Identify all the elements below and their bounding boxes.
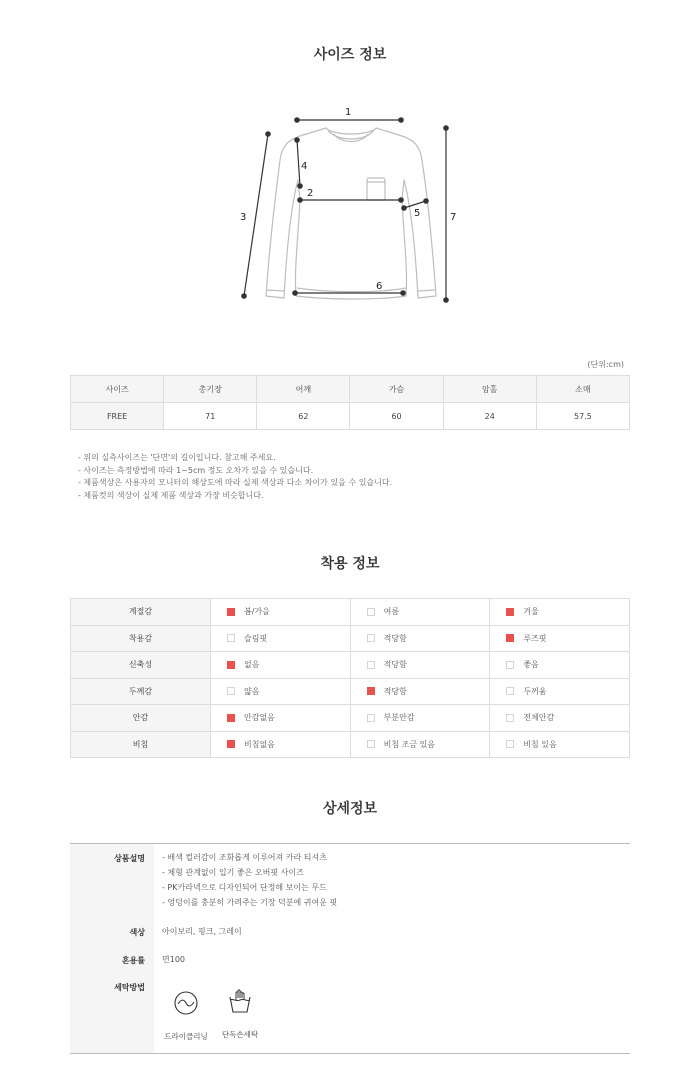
checkbox-icon: [506, 740, 514, 748]
diagram-number-6: 6: [376, 281, 383, 292]
fit-info-title: 착용 정보: [320, 556, 380, 572]
note-item: - 사이즈는 측정방법에 따라 1~5cm 정도 오차가 있을 수 있습니다.: [78, 465, 314, 475]
checkbox-icon: [227, 687, 235, 695]
fit-option: [490, 652, 630, 679]
note-item: - 제품컷의 색상이 실제 제품 색상과 가장 비슷합니다.: [78, 490, 264, 500]
fit-row-label: 신축성: [71, 652, 211, 679]
fit-option-label: 여름: [383, 607, 400, 617]
fit-option-label: 적당함: [383, 633, 407, 643]
wash-method-label: 드라이클리닝: [164, 1032, 208, 1041]
fit-option: [211, 731, 351, 758]
wash-method-hand: [210, 988, 270, 1041]
description-list: [162, 850, 337, 910]
checkbox-icon: [227, 634, 235, 642]
material-label: 혼용률: [121, 956, 145, 965]
size-cell: 71: [164, 403, 257, 430]
checkbox-icon: [506, 608, 514, 616]
fit-row-label: 착용감: [71, 625, 211, 652]
color-label: 색상: [129, 928, 145, 937]
fit-option: [211, 625, 351, 652]
fit-option-label: 적당함: [383, 686, 407, 696]
description-item: - PK카라넥으로 디자인되어 단정해 보이는 무드: [162, 883, 327, 892]
fit-option-label: 루즈핏: [523, 633, 547, 643]
tshirt-measurement-diagram-icon: [230, 100, 470, 310]
checkbox-icon: [227, 714, 235, 722]
fit-option: [211, 678, 351, 705]
material-value: 면100: [162, 955, 185, 964]
detail-label-column: [70, 844, 154, 1053]
table-row: [71, 403, 630, 430]
description-item: - 배색 컬러감이 조화롭게 이루어져 카라 티셔츠: [162, 853, 327, 862]
fit-option: [350, 705, 490, 732]
fit-option-label: 겨울: [523, 607, 539, 617]
checkbox-icon: [367, 608, 375, 616]
size-header-cell: 총기장: [164, 376, 257, 403]
diagram-number-5: 5: [414, 208, 421, 219]
fit-option-label: 비침 조금 있음: [383, 739, 436, 749]
checkbox-icon: [367, 687, 375, 695]
diagram-number-7: 7: [450, 212, 457, 223]
table-row: [71, 599, 630, 626]
fit-option-label: 부분안감: [383, 713, 415, 723]
fit-option-label: 봄/가을: [244, 607, 270, 617]
fit-option: [490, 599, 630, 626]
checkbox-icon: [506, 634, 514, 642]
size-header-cell: 암홀: [443, 376, 536, 403]
size-cell: 62: [257, 403, 350, 430]
fit-option: [211, 705, 351, 732]
fit-option: [350, 678, 490, 705]
size-diagram: [230, 100, 470, 310]
size-info-title: 사이즈 정보: [313, 47, 387, 63]
fit-option-label: 좋음: [523, 660, 539, 670]
fit-row-label: 두께감: [71, 678, 211, 705]
checkbox-icon: [367, 714, 375, 722]
detail-info-table: [70, 843, 630, 1054]
detail-info-title: 상세정보: [322, 801, 378, 817]
size-table-header-row: [71, 376, 630, 403]
table-row: [71, 731, 630, 758]
size-notes: [78, 452, 392, 502]
diagram-number-4: 4: [301, 161, 308, 172]
fit-option: [350, 731, 490, 758]
table-row: [71, 625, 630, 652]
fit-option-label: 없음: [244, 660, 260, 670]
fit-option: [211, 599, 351, 626]
size-header-cell: 소매: [536, 376, 629, 403]
checkbox-icon: [367, 740, 375, 748]
table-row: [71, 705, 630, 732]
checkbox-icon: [506, 687, 514, 695]
table-row: [71, 678, 630, 705]
description-label: 상품설명: [114, 854, 145, 863]
diagram-number-3: 3: [240, 212, 247, 223]
fit-option-label: 적당함: [383, 660, 407, 670]
fit-option: [211, 652, 351, 679]
note-item: - 위의 실측사이즈는 '단면'의 길이입니다. 참고해 주세요.: [78, 453, 276, 462]
wash-method-dry: [156, 990, 216, 1043]
size-header-cell: 어깨: [257, 376, 350, 403]
table-row: [71, 652, 630, 679]
fit-row-label: 비침: [71, 731, 211, 758]
checkbox-icon: [227, 740, 235, 748]
wash-label: 세탁방법: [114, 983, 145, 992]
checkbox-icon: [367, 634, 375, 642]
fit-option: [490, 625, 630, 652]
checkbox-icon: [506, 714, 514, 722]
fit-option: [350, 625, 490, 652]
size-header-cell: 사이즈: [71, 376, 164, 403]
checkbox-icon: [227, 661, 235, 669]
checkbox-icon: [506, 661, 514, 669]
size-cell: 57.5: [536, 403, 629, 430]
fit-option-label: 비침없음: [244, 739, 275, 749]
fit-row-label: 계절감: [71, 599, 211, 626]
size-cell: 60: [350, 403, 443, 430]
fit-option-label: 두꺼움: [523, 686, 547, 696]
fit-option-label: 안감없음: [244, 713, 275, 723]
fit-option: [490, 731, 630, 758]
color-value: 아이보리, 핑크, 그레이: [162, 927, 242, 936]
size-table: [70, 375, 630, 430]
description-item: - 엉덩이를 충분히 가려주는 기장 덕분에 귀여운 핏: [162, 898, 338, 907]
fit-table: [70, 598, 630, 758]
checkbox-icon: [227, 608, 235, 616]
wash-method-label: 단독손세탁: [221, 1030, 259, 1039]
unit-note: (단위:cm): [587, 360, 624, 369]
fit-option-label: 슬림핏: [244, 633, 268, 643]
note-item: - 제품색상은 사용자의 모니터의 해상도에 따라 실제 색상과 다소 차이가 있을 수 있습니다.: [78, 478, 393, 487]
fit-option-label: 얇음: [244, 686, 260, 696]
size-cell: FREE: [71, 403, 164, 430]
diagram-number-1: 1: [345, 107, 352, 118]
fit-option: [490, 678, 630, 705]
fit-row-label: 안감: [71, 705, 211, 732]
hand-wash-icon: [227, 988, 253, 1014]
fit-option: [490, 705, 630, 732]
fit-option: [350, 652, 490, 679]
diagram-number-2: 2: [307, 188, 314, 199]
fit-option-label: 비침 있음: [523, 739, 557, 749]
size-cell: 24: [443, 403, 536, 430]
fit-option-label: 전체안감: [523, 713, 555, 723]
fit-option: [350, 599, 490, 626]
checkbox-icon: [367, 661, 375, 669]
size-header-cell: 가슴: [350, 376, 443, 403]
description-item: - 체형 관계없이 입기 좋은 오버핏 사이즈: [162, 868, 304, 877]
dry-clean-icon: [173, 990, 199, 1016]
